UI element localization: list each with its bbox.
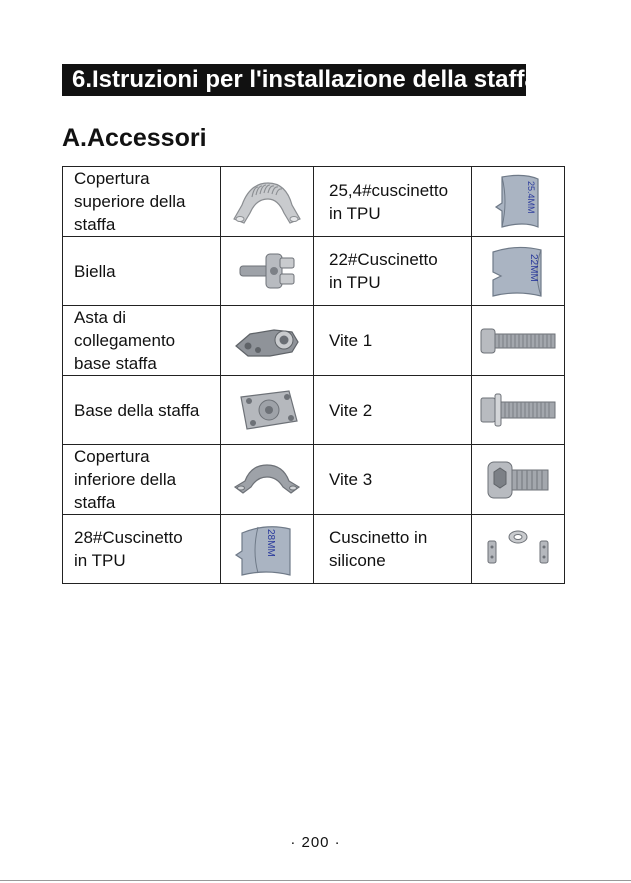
upper-bracket-cover-icon <box>221 167 314 237</box>
accessory-label: Asta di collegamento base staffa <box>63 306 221 376</box>
footer-divider <box>0 880 631 881</box>
accessory-label: 22#Cuscinetto in TPU <box>314 237 472 306</box>
accessory-label: Vite 3 <box>314 445 472 515</box>
accessory-label: Vite 1 <box>314 306 472 376</box>
accessory-label: Biella <box>63 237 221 306</box>
accessory-label: Base della staffa <box>63 376 221 445</box>
screw-2-icon <box>472 376 565 445</box>
accessory-label: Cuscinetto in silicone <box>314 515 472 584</box>
accessory-label: Copertura superiore della staffa <box>63 167 221 237</box>
accessories-table <box>62 166 565 584</box>
subsection-title: A.Accessori <box>62 124 207 152</box>
table-row <box>63 376 565 445</box>
pad-size-text: 28MM <box>265 529 276 557</box>
tpu-pad-28-icon <box>221 515 314 584</box>
tpu-pad-25-4-icon <box>472 167 565 237</box>
section-title: 6.Istruzioni per l'installazione della staffa <box>62 64 526 96</box>
silicone-pad-icon <box>472 515 565 584</box>
bracket-base-icon <box>221 376 314 445</box>
table-row <box>63 167 565 237</box>
pad-size-text: 25.4MM <box>526 180 536 214</box>
page-number: · 200 · <box>290 834 341 851</box>
pad-size-text: 22MM <box>528 254 539 282</box>
accessory-label: 25,4#cuscinetto in TPU <box>314 167 472 237</box>
accessory-label: Vite 2 <box>314 376 472 445</box>
accessory-label: Copertura inferiore della staffa <box>63 445 221 515</box>
connecting-rod-icon <box>221 237 314 306</box>
accessory-label: 28#Cuscinetto in TPU <box>63 515 221 584</box>
tpu-pad-22-icon <box>472 237 565 306</box>
table-row <box>63 237 565 306</box>
lower-bracket-cover-icon <box>221 445 314 515</box>
table-row <box>63 445 565 515</box>
table-row <box>63 515 565 584</box>
screw-3-icon <box>472 445 565 515</box>
base-connecting-rod-icon <box>221 306 314 376</box>
table-row <box>63 306 565 376</box>
screw-1-icon <box>472 306 565 376</box>
